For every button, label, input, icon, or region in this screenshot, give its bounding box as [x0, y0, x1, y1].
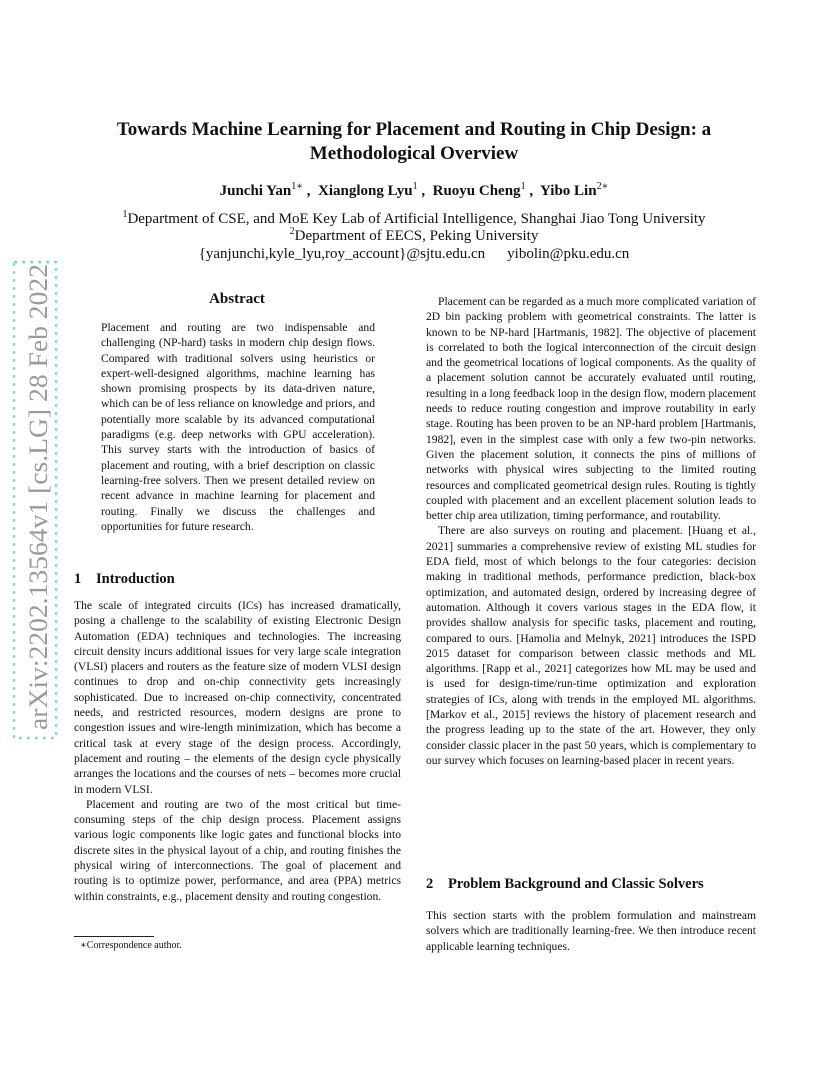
affil-mark: 1: [122, 209, 128, 220]
footnote: ∗Correspondence author.: [80, 940, 182, 951]
paragraph: The scale of integrated circuits (ICs) has increased dramatically, posing a challenge to the scalability of existing Electronic Design Automation (EDA) techniques and technologies. The increasing circuit density incurs additional issues for very large scale integration (VLSI) placers and routers as the feature size of modern VLSI design continues to drop and on-chip connectivity gets increasingly sophisticated. Due to increased on-chip connectivity, concentrated needs, and restricted resources, modern designs are prone to congestion issues and wire-length minimization, which has become a critical task at every stage of the design process. Accordingly, placement and routing – the elements of the design cycle physically arranges the locations and the courses of nets – becomes more crucial in modern VLSI.: [74, 599, 401, 796]
author-name: Xianglong Lyu: [317, 183, 413, 199]
arxiv-stamp-text: arXiv:2202.13564v1 [cs.LG] 28 Feb 2022: [24, 290, 53, 730]
paper-title: [60, 118, 768, 166]
paragraph: This section starts with the problem formulation and mainstream solvers which are traditionally learning-free. We then introduce recent applicable learning techniques.: [426, 909, 756, 953]
paragraph: Placement and routing are two of the most critical but time-consuming steps of the chip design process. Placement assigns various logic components like logic gates and functional blocks into discrete sites in the physical layout of a chip, and routing finishes the physical wiring of interconnections. The goal of placement and routing is to optimize power, performance, and area (PPA) metrics within constraints, e.g., placement density and routing congestion.: [74, 797, 401, 903]
email-sjtu: {yanjunchi,kyle_lyu,roy_account}@sjtu.edu.cn: [198, 246, 486, 262]
title-line-1: Towards Machine Learning for Placement and Routing in Chip Design: a: [116, 119, 712, 140]
affil-text: Department of EECS, Peking University: [294, 228, 539, 244]
author-affil-mark: 2∗: [596, 181, 609, 192]
section-number: 2: [426, 876, 434, 892]
section-number: 1: [74, 571, 82, 587]
section2-text: [426, 908, 756, 954]
abstract-body: Placement and routing are two indispensable and challenging (NP-hard) tasks in modern chip design flows. Compared with traditional solvers using heuristics or expert-well-designed algorithms, machine learning has shown promising prospects by its data-driven nature, which can be of less reliance on knowledge and priors, and potentially more scalable by its advanced computational paradigms (e.g. deep networks with GPU acceleration). This survey starts with the introduction of basics of placement and routing, with a brief description on classic learning-free solvers. Then we present detailed review on recent advance in machine learning for placement and routing. Finally we discuss the challenges and opportunities for future research.: [101, 321, 375, 533]
title-line-2: Methodological Overview: [309, 143, 519, 164]
author-affil-mark: 1: [412, 181, 418, 192]
affil-text: Department of CSE, and MoE Key Lab of Artificial Intelligence, Shanghai Jiao Tong University: [127, 211, 706, 227]
affil-mark: 2: [289, 226, 295, 237]
abstract-heading: Abstract: [209, 291, 265, 307]
intro-text: [74, 598, 401, 904]
author-name: Junchi Yan: [219, 183, 292, 199]
author-name: Yibo Lin: [540, 183, 597, 199]
section-title: Introduction: [96, 571, 175, 587]
author-name: Ruoyu Cheng: [432, 183, 521, 199]
right-column-text: [426, 294, 756, 768]
email-pku: yibolin@pku.edu.cn: [507, 246, 630, 262]
footnote-rule: [74, 936, 154, 937]
section-heading-introduction: [74, 571, 175, 588]
section-heading-problem-background: [426, 876, 704, 893]
author-affil-mark: 1: [520, 181, 526, 192]
arxiv-stamp: [10, 260, 60, 740]
section-title: Problem Background and Classic Solvers: [448, 876, 704, 892]
paragraph: There are also surveys on routing and placement. [Huang et al., 2021] summaries a comprehensive review of existing ML studies for EDA field, most of which belongs to the four categories: decision making in traditional methods, performance prediction, black-box optimization, and automated design, ordered by increasing degree of automation. Although it covers various stages in the EDA flow, it provides shallow analysis for specific tasks, placement and routing, compared to ours. [Hamolia and Melnyk, 2021] introduces the ISPD 2015 dataset for comparison between classic methods and ML algorithms. [Rapp et al., 2021] categorizes how ML may be used and is used for design-time/run-time optimization and exploration strategies of ICs, along with trends in the employed ML algorithms. [Markov et al., 2015] reviews the history of placement research and the progress leading up to the state of the art. However, they only consider classic placer in the past 50 years, which is complementary to our survey which focuses on learning-based placer in recent years.: [426, 524, 756, 767]
affiliation-2: [60, 222, 768, 246]
author-affil-mark: 1∗: [291, 181, 303, 192]
author-list: Junchi Yan$^{1∗}$ , Xianglong Lyu$^1$ , Ruoyu Cheng$^1$ , Yibo Lin$^{2∗}$: [219, 181, 609, 199]
author-emails: [60, 246, 768, 263]
paragraph: Placement can be regarded as a much more complicated variation of 2D bin packing problem with geometrical constraints. The latter is known to be NP-hard [Hartmanis, 1982]. The objective of placement is correlated to both the logical interconnection of the circuit design and the geometrical locations of logical components. As the quality of a placement solution cannot be accurately evaluated until routing, resulting in a long feedback loop in the design flow, modern placement needs to reduce routing congestion and improve routability in early stage. Routing has been proven to be an NP-hard problem [Hartmanis, 1982], even in the simplest case with only a few two-pin networks. Given the placement solution, it connects the pins of millions of networks with physical wires subjecting to the limited routing resources and complicated geometrical design rules. Routing is tightly coupled with placement and an excellent placement solution leads to better chip area utilization, timing performance, and routability.: [426, 295, 756, 523]
